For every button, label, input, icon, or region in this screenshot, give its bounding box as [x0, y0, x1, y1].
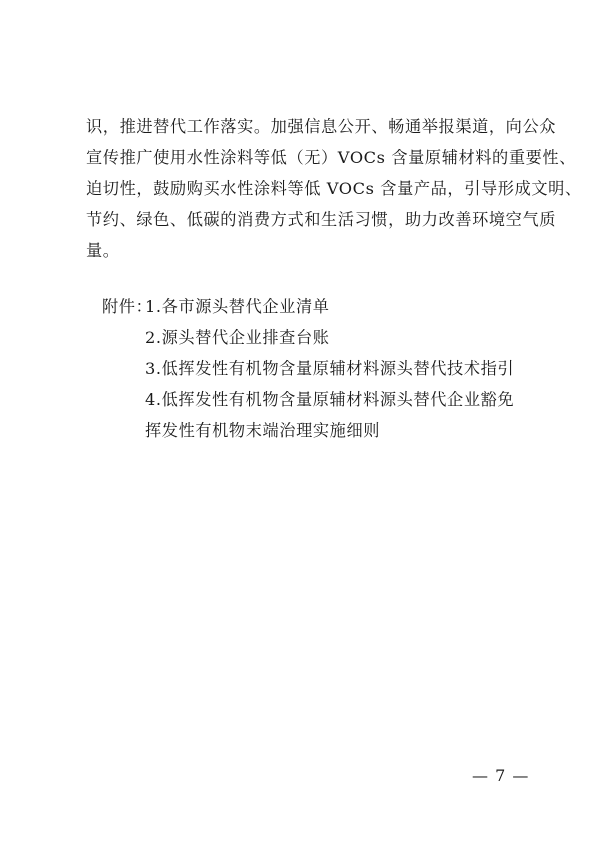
paragraph-line: 节约、绿色、低碳的消费方式和生活习惯，助力改善环境空气质 — [86, 210, 557, 229]
paragraph-line: 宣传推广使用水性涂料等低（无）VOCs 含量原辅材料的重要性、 — [86, 148, 576, 167]
attachment-item: 3.低挥发性有机物含量原辅材料源头替代技术指引 — [145, 359, 515, 378]
attachment-item: 1.各市源头替代企业清单 — [145, 297, 330, 316]
paragraph-line: 迫切性，鼓励购买水性涂料等低 VOCs 含量产品，引导形成文明、 — [86, 179, 582, 198]
attachment-item: 2.源头替代企业排查台账 — [145, 328, 330, 347]
paragraph-line: 识，推进替代工作落实。加强信息公开、畅通举报渠道，向公众 — [86, 117, 557, 136]
paragraph-line: 量。 — [86, 241, 120, 260]
page-number: — 7 — — [472, 766, 530, 785]
attachment-item: 4.低挥发性有机物含量原辅材料源头替代企业豁免 — [145, 390, 515, 409]
attachment-item-continuation: 挥发性有机物末端治理实施细则 — [145, 421, 381, 440]
attachments-label: 附件： — [102, 297, 153, 316]
